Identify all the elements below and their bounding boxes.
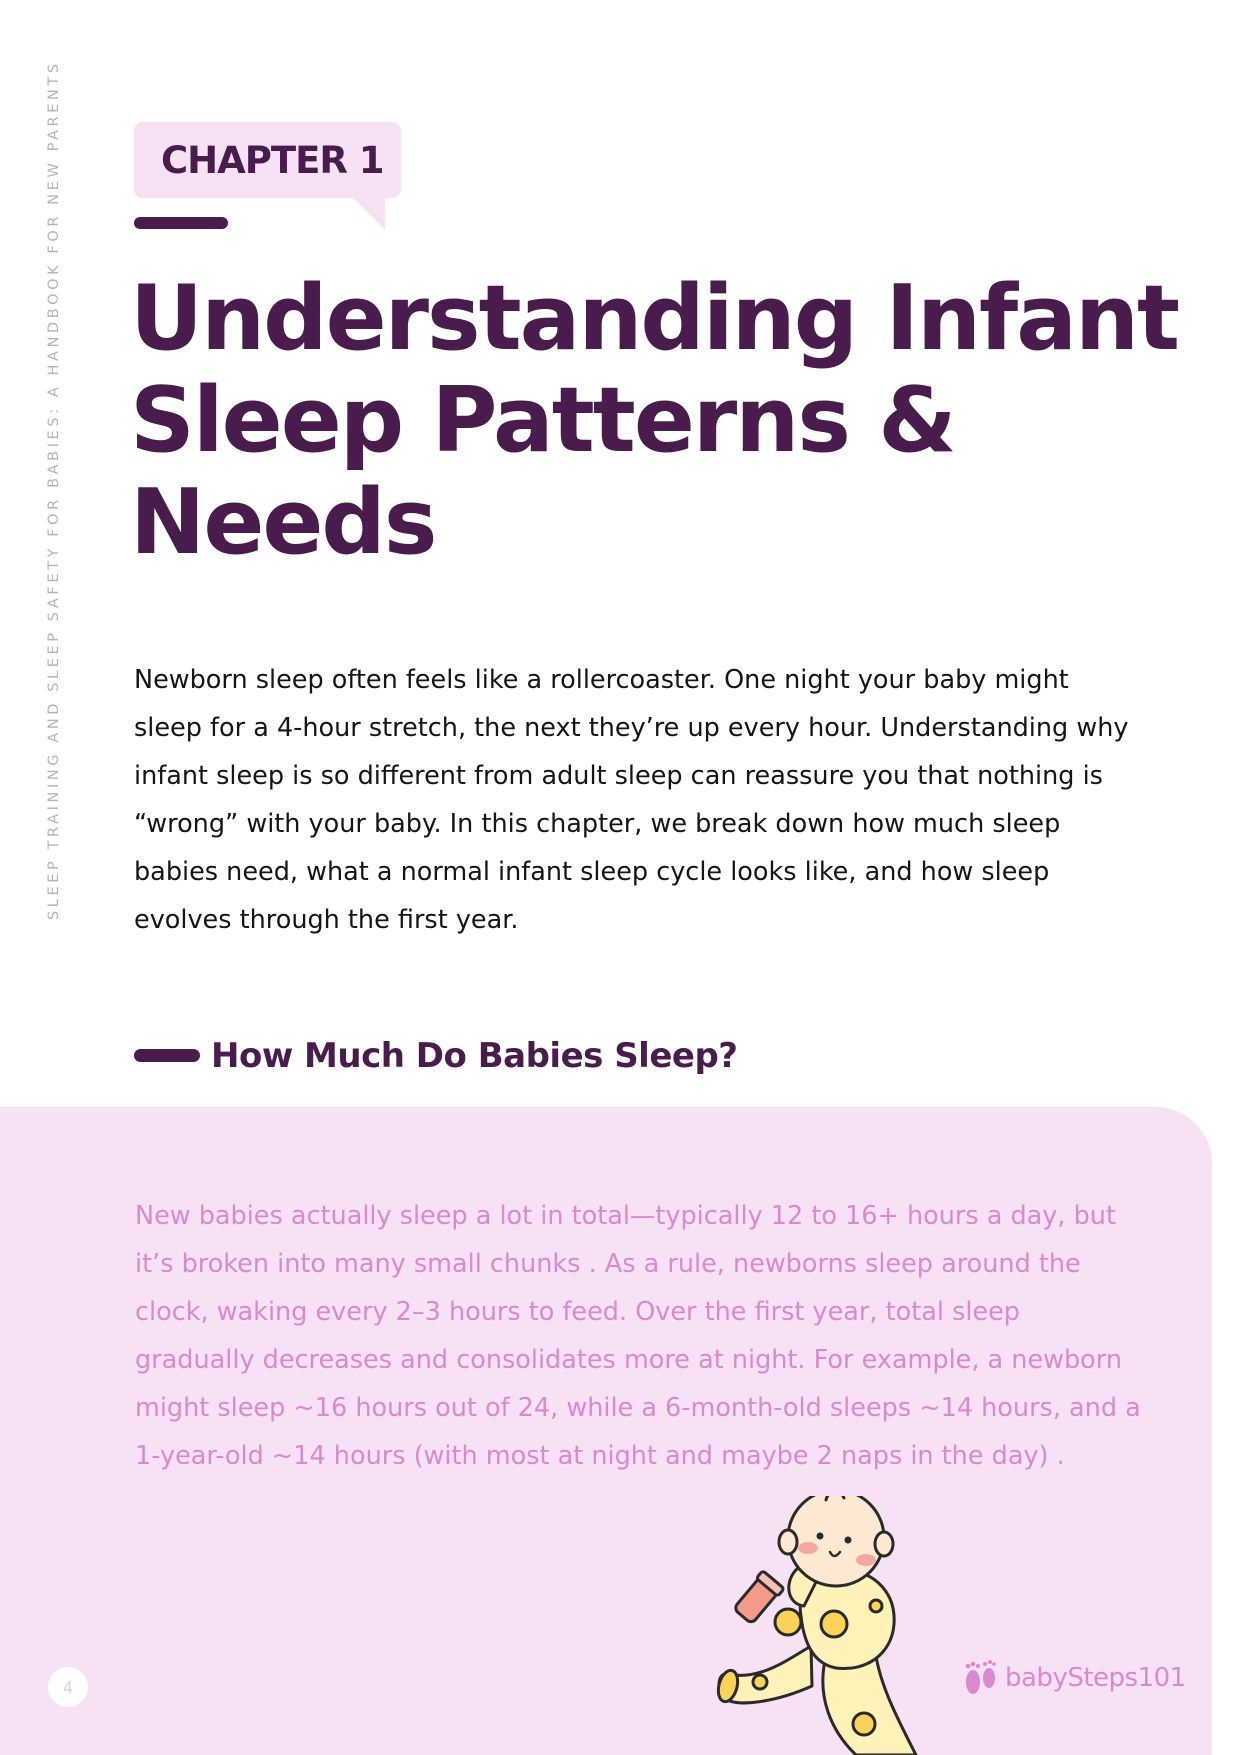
section-heading: How Much Do Babies Sleep? (211, 1036, 738, 1076)
brand-logo (963, 1657, 1186, 1699)
chapter-title-line: Needs (130, 470, 436, 575)
chapter-title (130, 268, 1210, 574)
chapter-badge (134, 122, 401, 198)
chapter-label: CHAPTER 1 (161, 139, 384, 182)
baby-feet-icon (963, 1658, 999, 1698)
running-title: SLEEP TRAINING AND SLEEP SAFETY FOR BABIES: A HANDBOOK FOR NEW PARENTS (46, 60, 62, 920)
logo-text: babySteps101 (1005, 1663, 1186, 1693)
section-paragraph: New babies actually sleep a lot in total—typically 12 to 16+ hours a day, but it’s broken into many small chunks . As a rule, newborns sleep around the clock, waking every 2–3 hours to feed. Over the first year, total sleep gradually decreases and consolidates more at night. For example, a newborn might sleep ~16 hours out of 24, while a 6-month-old sleeps ~14 hours, and a 1-year-old ~14 hours (with most at night and maybe 2 naps in the day) . (135, 1201, 1141, 1471)
chapter-title-line: Understanding Infant (130, 266, 1179, 371)
baby-illustration (716, 1496, 966, 1755)
intro-paragraph: Newborn sleep often feels like a rollercoaster. One night your baby might sleep for a 4-hour stretch, the next they’re up every hour. Understanding why infant sleep is so different from adult sleep can reassure you that nothing is “wrong” with your baby. In this chapter, we break down how much sleep babies need, what a normal infant sleep cycle looks like, and how sleep evolves through the first year. (134, 665, 1129, 935)
speech-bubble-tail (353, 198, 385, 230)
chapter-underline-bar (134, 217, 228, 229)
chapter-title-line: Sleep Patterns & (130, 368, 955, 473)
page-number: 4 (48, 1667, 88, 1707)
section-heading-bar (134, 1049, 200, 1062)
